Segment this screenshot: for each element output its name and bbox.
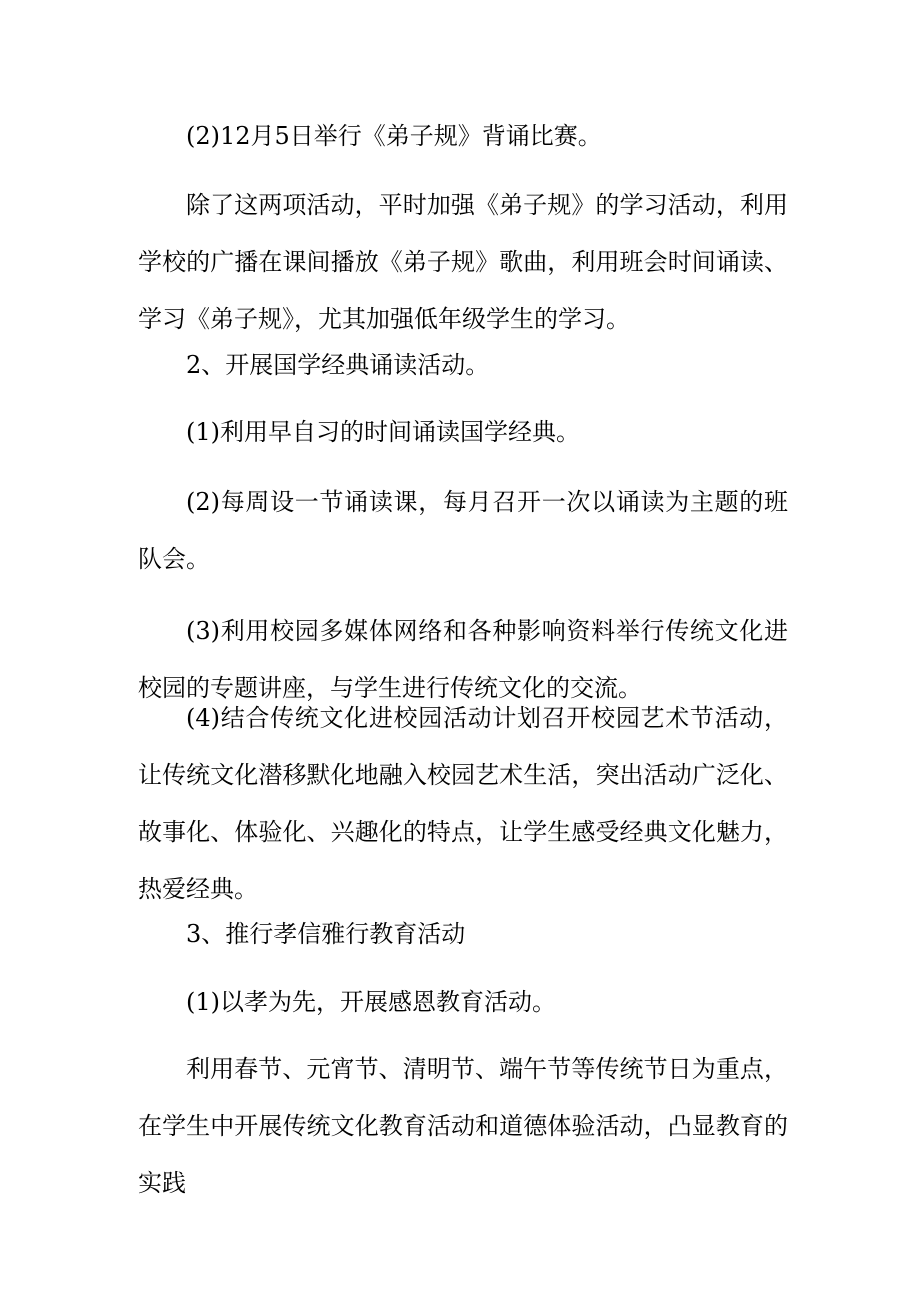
- paragraph-8: 3、推行孝信雅行教育活动: [186, 920, 466, 948]
- paragraph-4: (1)利用早自习的时间诵读国学经典。: [186, 418, 580, 446]
- paragraph-3: 2、开展国学经典诵读活动。: [186, 351, 490, 379]
- paragraph-9: (1)以孝为先，开展感恩教育活动。: [186, 988, 556, 1016]
- paragraph-10: 利用春节、元宵节、清明节、端午节等传统节日为重点，在学生中开展传统文化教育活动和道德体验活动，凸显教育的实践: [138, 1055, 788, 1197]
- paragraph-2: 除了这两项活动，平时加强《弟子规》的学习活动，利用学校的广播在课间播放《弟子规》歌曲，利用班会时间诵读、学习《弟子规》，尤其加强低年级学生的学习。: [138, 191, 788, 333]
- paragraph-7: (4)结合传统文化进校园活动计划召开校园艺术节活动，让传统文化潜移默化地融入校园艺术生活，突出活动广泛化、故事化、体验化、兴趣化的特点，让学生感受经典文化魅力，热爱经典。: [138, 704, 788, 903]
- paragraph-1: (2)12月5日举行《弟子规》背诵比赛。: [186, 122, 602, 150]
- paragraph-5: (2)每周设一节诵读课，每月召开一次以诵读为主题的班队会。: [138, 488, 788, 573]
- paragraph-6: (3)利用校园多媒体网络和各种影响资料举行传统文化进校园的专题讲座，与学生进行传统文化的交流。: [138, 617, 788, 702]
